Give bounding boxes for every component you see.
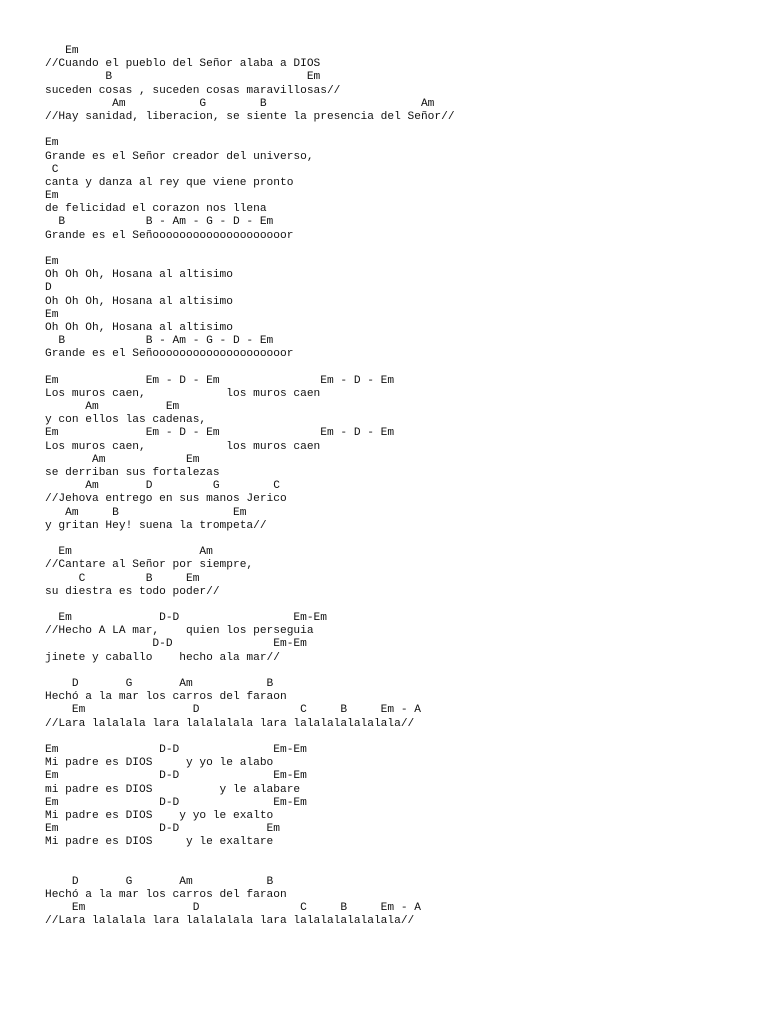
lyric-line: de felicidad el corazon nos llena (45, 203, 267, 216)
lyric-line: //Lara lalalala lara lalalalala lara lalalalalalalala// (45, 915, 415, 928)
blank-line (45, 533, 455, 546)
lyric-line: //Hay sanidad, liberacion, se siente la presencia del Señor// (45, 110, 455, 123)
lyric-line: Hechó a la mar los carros del faraon (45, 691, 287, 704)
chord-line: Em Em - D - Em Em - D - Em (45, 374, 395, 387)
lyric-line: su diestra es todo poder// (45, 585, 220, 598)
lyric-line: suceden cosas , suceden cosas maravillosas// (45, 84, 341, 97)
lyric-line: canta y danza al rey que viene pronto (45, 176, 294, 189)
lyric-line: se derriban sus fortalezas (45, 467, 220, 479)
lyric-line: Grande es el Señoooooooooooooooooooor (45, 229, 294, 242)
chord-line: Em D-D Em (45, 823, 280, 836)
chord-line: Em (45, 190, 59, 203)
blank-line (45, 124, 455, 137)
lyric-line: mi padre es DIOS y le alabare (45, 783, 301, 796)
chord-line: C (45, 163, 59, 176)
blank-line (45, 665, 455, 678)
chord-line: Am B Em (45, 506, 247, 519)
lyric-line: y gritan Hey! suena la trompeta// (45, 519, 267, 532)
lyric-line: Oh Oh Oh, Hosana al altisimo (45, 321, 233, 334)
lyric-line: Mi padre es DIOS y le exaltare (45, 836, 274, 849)
chord-line: Am Em (45, 401, 180, 414)
chord-line: Em D C B Em - A (45, 704, 421, 717)
blank-line (45, 731, 455, 744)
lyric-line: Grande es el Señor creador del universo, (45, 150, 314, 163)
lyric-line: Mi padre es DIOS y yo le exalto (45, 809, 274, 822)
lyric-line: Oh Oh Oh, Hosana al altisimo (45, 269, 233, 282)
chord-line: Em (45, 308, 59, 321)
lyric-line: Los muros caen, los muros caen (45, 387, 321, 400)
lyric-line: Oh Oh Oh, Hosana al altisimo (45, 295, 233, 308)
lyric-line: //Hecho A LA mar, quien los perseguia (45, 625, 314, 638)
blank-line (45, 863, 455, 876)
chord-line: Em (45, 256, 59, 268)
chord-line: D G Am B (45, 678, 274, 690)
chord-line: B B - Am - G - D - Em (45, 335, 274, 348)
chord-line: Em D-D Em-Em (45, 612, 327, 625)
chord-line: Em Am (45, 546, 213, 559)
lyric-line: Mi padre es DIOS y yo le alabo (45, 757, 274, 770)
lyric-line: Grande es el Señoooooooooooooooooooor (45, 348, 294, 361)
lyric-line: Hechó a la mar los carros del faraon (45, 889, 287, 901)
lyric-line: y con ellos las cadenas, (45, 414, 207, 427)
blank-line (45, 243, 455, 256)
chord-line: Em D C B Em - A (45, 902, 421, 915)
lyric-line: //Cantare al Señor por siempre, (45, 559, 254, 572)
chord-line: B B - Am - G - D - Em (45, 216, 274, 229)
chord-line: Em (45, 137, 59, 150)
chord-line: Am Em (45, 453, 200, 466)
chord-line: C B Em (45, 572, 200, 585)
chord-line: Em D-D Em-Em (45, 743, 307, 756)
lyric-line: Los muros caen, los muros caen (45, 440, 321, 453)
blank-line (45, 362, 455, 375)
lyric-line: //Jehova entrego en sus manos Jerico (45, 493, 287, 506)
lyric-line: //Cuando el pueblo del Señor alaba a DIOS (45, 58, 321, 71)
chord-line: Em D-D Em-Em (45, 770, 307, 783)
chord-line: Em D-D Em-Em (45, 796, 307, 809)
chord-line: Em (45, 45, 79, 57)
chord-line: D G Am B (45, 875, 274, 888)
lyric-line: jinete y caballo hecho ala mar// (45, 651, 280, 664)
lyric-line: //Lara lalalala lara lalalalala lara lalalalalalalala// (45, 717, 415, 730)
chord-line: Am G B Am (45, 97, 435, 110)
blank-line (45, 599, 455, 612)
chord-line: D (45, 282, 52, 295)
blank-line (45, 849, 455, 862)
chord-line: D-D Em-Em (45, 638, 307, 651)
chord-line: Em Em - D - Em Em - D - Em (45, 427, 395, 440)
song-sheet (45, 45, 455, 929)
chord-line: B Em (45, 71, 321, 84)
chord-line: Am D G C (45, 480, 280, 493)
